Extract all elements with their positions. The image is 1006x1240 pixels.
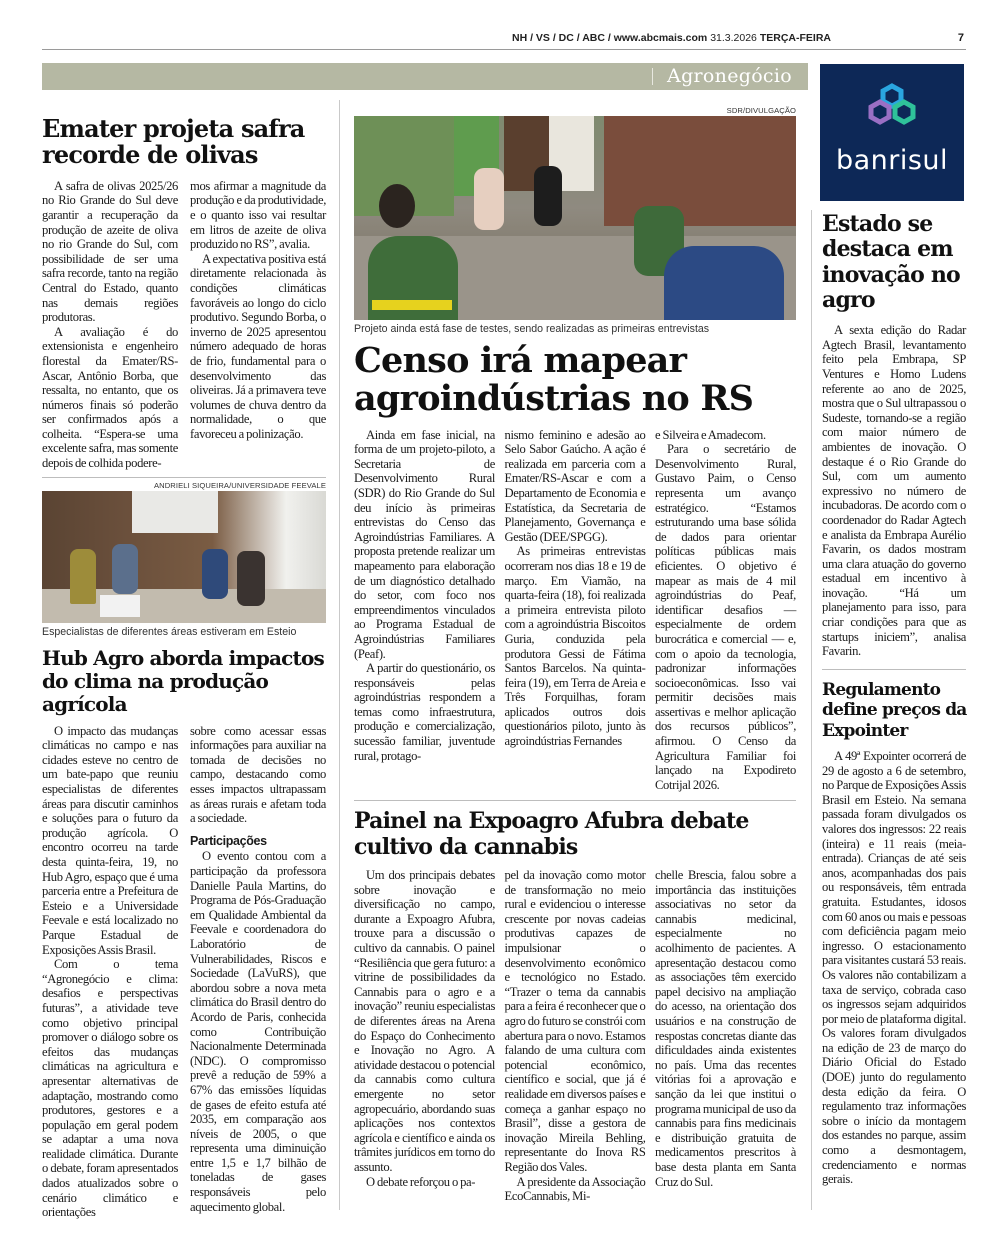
page-header xyxy=(42,30,966,50)
subheading: Participações xyxy=(190,833,267,848)
paragraph: Um dos principais debates sobre inovação e diversificação no campo, durante a Expoagro Afubra, trouxe para a discussão o cultivo da cannabis. O painel “Resiliência que gera futuro: a vitrine de possibilidades da Cannabis para o agro e a inovação” reuniu especialistas de diferentes áreas na Arena do Espaço do Conhecimento e Inovação no Agro. A atividade destacou o potencial da cannabis como cultura emergente no setor agropecuário, abordando suas aplicações nos contextos agrícola e científico e ainda os trâmites jurídicos em torno do assunto. xyxy=(354,868,495,1174)
column-divider xyxy=(811,210,812,1210)
inovacao-body xyxy=(822,323,966,659)
headline-olivas: Emater projeta safra recorde de olivas xyxy=(42,114,305,170)
divider xyxy=(354,800,796,801)
divider xyxy=(822,669,966,670)
headline-inovacao: Estado se destaca em inovação no agro xyxy=(822,211,960,313)
photo-caption: Especialistas de diferentes áreas estiveram em Esteio xyxy=(42,625,297,638)
censo-columns xyxy=(354,428,796,793)
paragraph: sobre como acessar essas informações para auxiliar na tomada de decisões no campo, destacando como esses impactos ultrapassam as áreas rurais e afetam toda a sociedade. xyxy=(190,723,326,826)
paragraph: mos afirmar a magnitude da produção e da produtividade, e o quanto isso vai resultar em litros de azeite de oliva produzido no RS”, avalia. xyxy=(190,178,326,252)
divider xyxy=(42,477,326,478)
headline-cannabis: Painel na Expoagro Afubra debate cultivo da cannabis xyxy=(354,808,749,860)
cannabis-col-1 xyxy=(354,868,495,1189)
paragraph: A sexta edição do Radar Agtech Brasil, levantamento feito pela Embrapa, SP Ventures e Homo Ludens referente ao ano de 2025, mostra que o Sul ultrapassou o Sudeste, tornando-se a região com maior número de ambientes de inovação. O destaque é o Rio Grande do Sul, com um aumento expressivo no número de incubadoras. De acordo com o coordenador do Radar Agtech e analista da Embrapa Aurélio Favarin, os dados mostram uma clara atuação do governo estadual em incentivo à inovação. “Há um planejamento para isso, para criar condições para que as startups iniciem”, analisa Favarin. xyxy=(822,323,966,659)
paragraph: A 49ª Expointer ocorrerá de 29 de agosto a 6 de setembro, no Parque de Exposições Assis Brasil em Esteio. Na semana passada foram divulgados os valores dos ingressos: 22 reais (inteira) e 11 reais (meia-entrada). Crianças de até seis anos, acompanhadas dos pais ou responsáveis, têm entrada gratuita. Estudantes, idosos com 60 anos ou mais e pessoas com deficiência pagam meio ingresso. O estacionamento para visitantes custará 53 reais. Os valores não contabilizam a taxa de serviço, cobrada caso os ingressos sejam adquiridos por meio de plataforma digital. Os valores foram divulgados na edição de 23 de março do Diário Oficial do Estado (DOE) junto do regulamento desta edição da feira. O regulamento traz informações sobre o início da montagem dos estandes no parque, assim como a desmontagem, credenciamento e normas gerais. xyxy=(822,749,966,1187)
banrisul-logo-icon xyxy=(820,64,964,144)
censo-col-3 xyxy=(655,428,796,793)
photo-credit: SDR/DIVULGAÇÃO xyxy=(726,106,796,115)
cannabis-col-2 xyxy=(505,868,646,1204)
paragraph: A expectativa positiva está diretamente relacionada às condições climáticas favoráveis ao longo do ciclo produtivo. Segundo Borba, o inverno de 2025 apresentou número adequado de horas de frio, fundamental para o desenvolvimento das oliveiras. Já a primavera teve volumes de chuva dentro da normalidade, o que favoreceu a polinização. xyxy=(190,251,326,441)
photo-credit: ANDRIELI SIQUEIRA/UNIVERSIDADE FEEVALE xyxy=(153,480,326,490)
photo-caption: Projeto ainda está fase de testes, sendo realizadas as primeiras entrevistas xyxy=(354,323,710,335)
left-column xyxy=(42,116,326,1220)
event-photo xyxy=(42,491,326,623)
hub-col-2 xyxy=(190,724,326,1215)
olivas-columns xyxy=(42,179,326,471)
paragraph: A safra de olivas 2025/26 no Rio Grande do Sul deve garantir a recuperação da produção de azeite de oliva no rio Grande do Sul, com possibilidade de ser uma safra recorde, tanto na região Central do Estado, quanto nas demais regiões produtoras. xyxy=(42,178,178,325)
banrisul-wordmark: banrisul xyxy=(835,145,949,176)
paragraph: nismo feminino e adesão ao Selo Sabor Gaúcho. A ação é realizada em parceria com a Emater/RS-Ascar e com a Departamento de Economia e Estatística, da Secretaria de Planejamento, Governança e Gestão (DEE/SPGG). xyxy=(504,427,646,544)
paragraph: chelle Brescia, falou sobre a importância das instituições associativas no setor da cannabis medicinal, especialmente no acolhimento de pacientes. A apresentação destacou como as associações têm exercido papel decisivo na ampliação do acesso, na orientação dos usuários e na construção de respostas concretas diante das dificuldades ainda existentes no país. Uma das recentes vitórias foi a aprovação e sanção da lei que institui o programa municipal de uso da cannabis para fins medicinais e distribuição gratuita de medicamentos prescritos à base desta planta em Santa Cruz do Sul. xyxy=(655,868,796,1189)
hub-columns xyxy=(42,724,326,1220)
paragraph: pel da inovação como motor de transformação no meio rural e evidenciou o interesse crescente por novas cadeias produtivas capazes de impulsionar o desenvolvimento econômico e tecnológico no Estado. “Trazer o tema da cannabis para a feira é reconhecer que o agro do futuro se constrói com abertura para o novo. Estamos falando de uma cultura com potencial econômico, científico e social, que já é realidade em diversos países e começa a ganhar espaço no Brasil”, disse a gestora de inovação Mireila Behling, representante do Inova RS Região dos Vales. xyxy=(504,868,646,1174)
interview-photo xyxy=(354,116,796,320)
paragraph: Para o secretário de Desenvolvimento Rural, Gustavo Paim, o Censo representa um avanço estratégico. “Estamos estruturando uma base sólida de dados para orientar políticas públicas mais eficientes. O objetivo é mapear as mais de 4 mil agroindústrias do Peaf, identificar desafios — especialmente de ordem burocrática e comercial — e, com o apoio da tecnologia, padronizar informações socioeconômicas. Isso vai permitir decisões mais assertivas e melhor aplicação dos recursos públicos”, afirmou. O Censo da Agricultura Familiar foi lançado na Expodireto Cotrijal 2026. xyxy=(655,442,796,792)
paragraph: e Silveira e Amadecom. xyxy=(655,427,766,442)
expointer-body xyxy=(822,749,966,1187)
column-divider xyxy=(339,100,340,1210)
right-column xyxy=(822,212,966,1187)
edition-date: 31.3.2026 xyxy=(710,32,757,44)
cannabis-col-3 xyxy=(655,868,796,1189)
section-divider xyxy=(652,68,653,85)
section-bar xyxy=(42,63,808,90)
banrisul-ad[interactable] xyxy=(820,64,964,201)
paragraph: Com o tema “Agronegócio e clima: desafios e perspectivas futuras”, a atividade teve como objetivo principal promover o diálogo sobre os efeitos das mudanças climáticas na agricultura e apresentar alternativas de adaptação, mostrando como produtores, gestores e a população em geral podem se adaptar a uma nova realidade climática. Durante o debate, foram apresentados dados atualizados sobre o cenário climático e orientações xyxy=(42,957,178,1220)
paragraph: A presidente da Associação EcoCannabis, Mi- xyxy=(504,1174,646,1204)
paragraph: A avaliação é do extensionista e engenheiro florestal da Emater/RS-Ascar, Antônio Borba, que ressalta, no entanto, que os números finais só poderão ser confirmados após a colheita. “Espera-se uma excelente safra, mas somente depois de colhida podere- xyxy=(42,324,178,471)
paragraph: Ainda em fase inicial, na forma de um projeto-piloto, a Secretaria de Desenvolvimento Rural (SDR) do Rio Grande do Sul deu início às primeiras entrevistas do Censo das Agroindústrias Familiares. A proposta pretende realizar um mapeamento para elaboração de um diagnóstico detalhado do setor, com foco nos empreendimentos vinculados ao Programa Estadual de Agroindústrias Familiares (Peaf). xyxy=(354,427,495,661)
folio-line xyxy=(512,32,831,44)
censo-col-2 xyxy=(505,428,646,749)
paragraph: O debate reforçou o pa- xyxy=(366,1174,476,1189)
censo-col-1 xyxy=(354,428,495,764)
paragraph: O evento contou com a participação da professora Danielle Paula Martins, do Programa de Pós-Graduação em Qualidade Ambiental da Feevale e coordenadora do Laboratório de Vulnerabilidades, Riscos e Sociedade (LaVuRS), que abordou sobre a nova meta climática do Brasil dentro do Acordo de Paris, conhecida como Contribuição Nacionalmente Determinada (NDC). O compromisso prevê a redução de 59% a 67% das emissões líquidas de gases de efeito estufa até 2035, em comparação aos níveis de 2005, o que representa uma diminuição entre 1,5 e 1,7 bilhão de toneladas de gases responsáveis pelo aquecimento global. xyxy=(190,849,326,1214)
folio-publications: NH / VS / DC / ABC / www.abcmais.com xyxy=(512,32,708,44)
hub-col-1 xyxy=(42,724,178,1220)
headline-hub-agro: Hub Agro aborda impactos do clima na produção agrícola xyxy=(42,645,324,716)
headline-censo: Censo irá mapear agroindústrias no RS xyxy=(354,340,754,419)
paragraph: O impacto das mudanças climáticas no campo e nas cidades esteve no centro de um bate-papo que reuniu especialistas de diferentes áreas para discutir caminhos e soluções para o futuro da produção agrícola. O encontro ocorreu na tarde desta quinta-feira, 19, no Hub Agro, espaço que é uma parceria entre a Prefeitura de Esteio e a Universidade Feevale e está localizado no Parque Estadual de Exposições Assis Brasil. xyxy=(42,723,178,957)
olivas-col-2 xyxy=(190,179,326,442)
edition-weekday: TERÇA-FEIRA xyxy=(759,32,831,44)
section-label: Agronegócio xyxy=(667,65,792,87)
cannabis-columns xyxy=(354,868,796,1204)
olivas-col-1 xyxy=(42,179,178,471)
paragraph: A partir do questionário, os responsáveis pelas agroindústrias respondem a temas como infraestrutura, produção e comercialização, sucessão familiar, juventude rural, protago- xyxy=(354,661,495,763)
page-number: 7 xyxy=(957,32,964,44)
center-column xyxy=(354,106,796,1204)
paragraph: As primeiras entrevistas ocorreram nos dias 18 e 19 de março. Em Viamão, na quarta-feira (18), foi realizada a primeira entrevista piloto com a agroindústria Biscoitos Guria, conduzida pela produtora Gessi de Fátima Santos Barcelos. Na quinta-feira (19), em Terra de Areia e Três Forquilhas, foram aplicados outros dois questionários piloto, junto às agroindústrias Fernandes xyxy=(504,544,646,749)
headline-expointer: Regulamento define preços da Expointer xyxy=(822,679,967,741)
